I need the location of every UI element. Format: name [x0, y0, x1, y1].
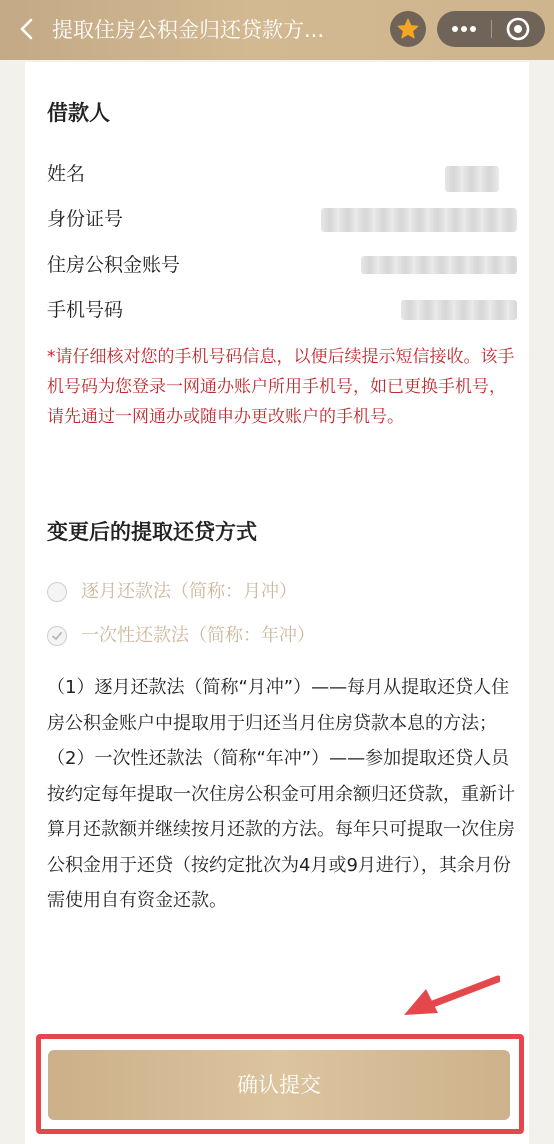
more-button[interactable]: [437, 11, 491, 47]
radio-unchecked-icon: [47, 582, 67, 602]
monthly-method-description: （1）逐月还款法（简称“月冲”）——每月从提取还贷人住房公积金账户中提取用于归还当月住房贷款本息的方法；: [47, 677, 510, 734]
navigation-bar: [0, 0, 554, 60]
phone-value-blurred: [401, 300, 517, 320]
page-title: 提取住房公积金归还贷款方...: [52, 18, 325, 42]
field-label-fund-account: 住房公积金账号: [47, 254, 181, 276]
radio-option-yearly-label: 一次性还款法（简称：年冲）: [81, 625, 315, 646]
confirm-submit-button[interactable]: 确认提交: [48, 1050, 510, 1120]
target-close-icon: [492, 11, 545, 47]
close-mini-program-button[interactable]: [492, 11, 545, 47]
annotation-arrow-icon: [400, 975, 500, 1019]
method-section-title: 变更后的提取还贷方式: [47, 520, 257, 544]
chevron-left-icon: [12, 14, 42, 44]
name-value-blurred: [445, 166, 499, 192]
radio-checked-icon: [47, 626, 67, 646]
back-button[interactable]: [12, 14, 42, 44]
yearly-method-description: （2）一次性还款法（简称“年冲”）——参加提取还贷人员按约定每年提取一次住房公积金可用余额归还贷款，重新计算月还款额并继续按月还款的方法。每年只可提取一次住房公积金用于还贷（按约定批次为4月或9月进行），其余月份需使用自有资金还款。: [47, 748, 515, 911]
fund-account-value-blurred: [361, 256, 517, 274]
id-number-value-blurred: [321, 208, 517, 232]
field-label-name: 姓名: [47, 163, 86, 185]
radio-option-monthly[interactable]: [47, 578, 447, 608]
field-label-phone: 手机号码: [47, 299, 124, 321]
mini-program-capsule: [437, 11, 545, 47]
radio-option-monthly-label: 逐月还款法（简称：月冲）: [81, 581, 297, 602]
borrower-section-title: 借款人: [47, 101, 110, 125]
favorite-button[interactable]: [390, 11, 426, 47]
radio-option-yearly[interactable]: [47, 622, 447, 652]
phone-warning-text: *请仔细核对您的手机号码信息，以便后续提示短信接收。该手机号码为您登录一网通办账户所用手机号，如已更换手机号，请先通过一网通办或随申办更改账户的手机号。: [47, 347, 515, 427]
star-icon: [396, 17, 420, 41]
method-description: [47, 670, 517, 919]
field-label-id-number: 身份证号: [47, 208, 124, 230]
more-dots-icon: [437, 11, 491, 47]
